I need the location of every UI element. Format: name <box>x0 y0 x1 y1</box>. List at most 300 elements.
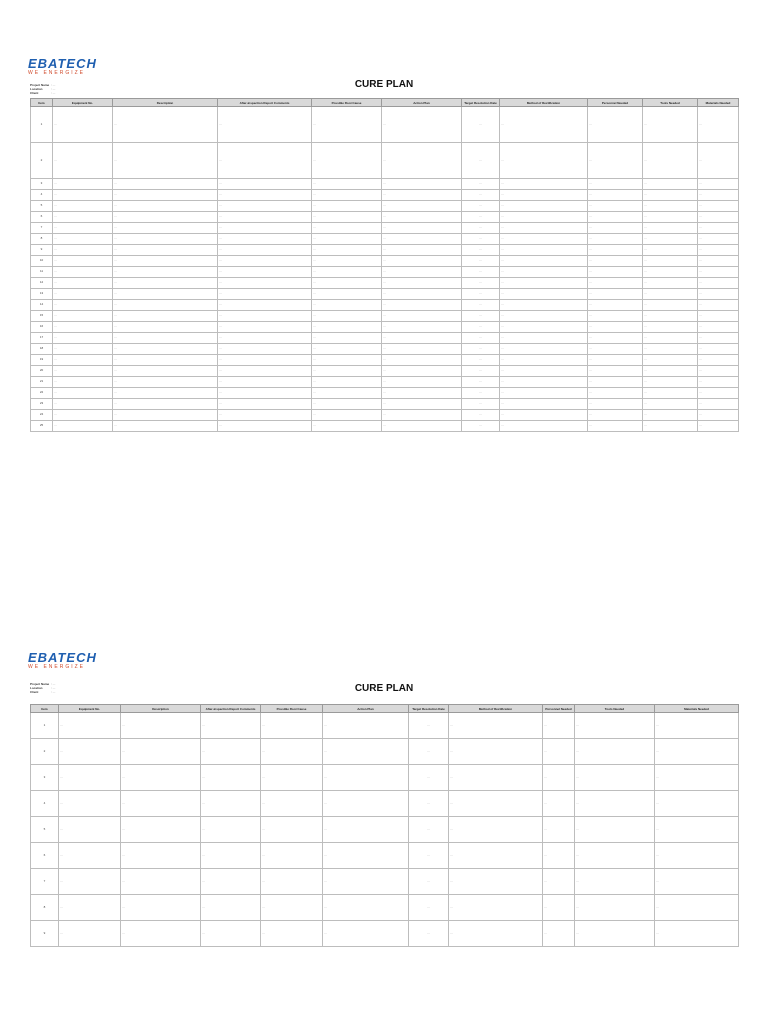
table-row <box>31 921 739 947</box>
table-cell: … <box>382 190 462 201</box>
table-cell: … <box>218 234 312 245</box>
table-cell: … <box>323 817 409 843</box>
table-cell: … <box>588 179 643 190</box>
table-cell: … <box>575 765 655 791</box>
column-header: Equipment No. <box>53 99 113 107</box>
table-cell: … <box>462 267 500 278</box>
table-cell: … <box>201 765 261 791</box>
table-cell: … <box>462 421 500 432</box>
table-cell: … <box>218 212 312 223</box>
table-cell: … <box>500 366 588 377</box>
table-cell: … <box>113 300 218 311</box>
table-cell: 14 <box>31 300 53 311</box>
table-cell: … <box>543 739 575 765</box>
table-cell: … <box>218 267 312 278</box>
table-cell: … <box>449 791 543 817</box>
table-row <box>31 278 739 289</box>
table-cell: … <box>53 107 113 143</box>
table-cell: … <box>462 245 500 256</box>
table-cell: … <box>462 289 500 300</box>
table-cell: … <box>218 289 312 300</box>
table-cell: … <box>201 843 261 869</box>
table-cell: … <box>53 311 113 322</box>
table-cell: … <box>643 344 698 355</box>
table-cell: 2 <box>31 739 59 765</box>
table-cell: … <box>588 245 643 256</box>
table-cell: … <box>261 765 323 791</box>
table-cell: … <box>59 921 121 947</box>
table-cell: … <box>113 256 218 267</box>
table-cell: … <box>312 234 382 245</box>
table-cell: … <box>53 399 113 410</box>
table-cell: … <box>500 267 588 278</box>
table-cell: … <box>218 256 312 267</box>
table-cell: … <box>643 399 698 410</box>
cure-plan-table <box>30 98 739 432</box>
table-row <box>31 410 739 421</box>
table-cell: … <box>121 895 201 921</box>
table-cell: … <box>643 256 698 267</box>
table-row <box>31 289 739 300</box>
table-cell: … <box>643 190 698 201</box>
table-cell: 16 <box>31 322 53 333</box>
table-cell: … <box>113 143 218 179</box>
table-cell: … <box>59 843 121 869</box>
logo-wordmark: EBATECH <box>28 56 97 71</box>
table-cell: … <box>462 278 500 289</box>
table-cell: … <box>113 212 218 223</box>
table-cell: … <box>218 190 312 201</box>
table-cell: … <box>121 869 201 895</box>
table-cell: … <box>113 107 218 143</box>
table-cell: … <box>218 300 312 311</box>
table-cell: … <box>462 388 500 399</box>
table-cell: … <box>575 921 655 947</box>
table-header-row <box>31 705 739 713</box>
table-cell: … <box>643 212 698 223</box>
table-cell: … <box>500 322 588 333</box>
table-cell: … <box>218 333 312 344</box>
table-cell: 25 <box>31 421 53 432</box>
table-cell: … <box>698 322 739 333</box>
table-cell: … <box>449 817 543 843</box>
table-row <box>31 791 739 817</box>
table-cell: … <box>121 843 201 869</box>
table-cell: 6 <box>31 212 53 223</box>
table-cell: … <box>409 869 449 895</box>
table-cell: … <box>261 869 323 895</box>
page-title: CURE PLAN <box>354 79 414 90</box>
table-cell: … <box>113 344 218 355</box>
table-cell: … <box>218 366 312 377</box>
table-cell: … <box>312 190 382 201</box>
table-cell: … <box>382 311 462 322</box>
table-cell: … <box>500 107 588 143</box>
table-cell: 4 <box>31 190 53 201</box>
column-header: Item <box>31 705 59 713</box>
table-cell: … <box>261 843 323 869</box>
table-cell: … <box>261 713 323 739</box>
table-cell: … <box>382 388 462 399</box>
table-cell: … <box>698 388 739 399</box>
table-cell: … <box>409 921 449 947</box>
table-cell: … <box>462 234 500 245</box>
table-cell: … <box>53 377 113 388</box>
table-cell: … <box>382 179 462 190</box>
table-cell: … <box>655 921 739 947</box>
table-cell: … <box>121 817 201 843</box>
table-cell: … <box>588 322 643 333</box>
table-cell: … <box>449 713 543 739</box>
table-cell: 19 <box>31 355 53 366</box>
table-row <box>31 267 739 278</box>
table-cell: … <box>218 377 312 388</box>
table-row <box>31 739 739 765</box>
table-cell: … <box>500 399 588 410</box>
table-cell: … <box>655 895 739 921</box>
table-row <box>31 256 739 267</box>
table-cell: 5 <box>31 817 59 843</box>
table-cell: … <box>462 311 500 322</box>
table-cell: … <box>113 399 218 410</box>
column-header: Materials Needed <box>655 705 739 713</box>
table-cell: … <box>218 245 312 256</box>
table-cell: … <box>53 267 113 278</box>
table-cell: … <box>113 377 218 388</box>
cure-plan-sheet-1 <box>0 0 768 500</box>
table-cell: … <box>312 267 382 278</box>
table-row <box>31 765 739 791</box>
table-cell: 8 <box>31 895 59 921</box>
table-cell: … <box>113 289 218 300</box>
table-cell: … <box>449 869 543 895</box>
table-cell: … <box>698 107 739 143</box>
table-cell: … <box>500 190 588 201</box>
page-title: CURE PLAN <box>354 683 414 694</box>
table-cell: … <box>382 107 462 143</box>
table-cell: … <box>218 388 312 399</box>
table-cell: … <box>643 333 698 344</box>
table-cell: … <box>218 223 312 234</box>
table-cell: 10 <box>31 256 53 267</box>
table-cell: … <box>543 791 575 817</box>
table-row <box>31 107 739 143</box>
table-cell: … <box>382 256 462 267</box>
table-cell: … <box>643 366 698 377</box>
table-cell: 2 <box>31 143 53 179</box>
table-cell: … <box>500 388 588 399</box>
table-cell: … <box>323 765 409 791</box>
table-cell: … <box>588 143 643 179</box>
table-cell: … <box>312 377 382 388</box>
table-cell: 3 <box>31 179 53 190</box>
table-cell: … <box>382 333 462 344</box>
table-row <box>31 377 739 388</box>
table-row <box>31 190 739 201</box>
table-cell: … <box>323 791 409 817</box>
table-cell: … <box>312 201 382 212</box>
table-cell: 5 <box>31 201 53 212</box>
table-cell: … <box>575 895 655 921</box>
table-cell: … <box>312 421 382 432</box>
table-cell: 13 <box>31 289 53 300</box>
table-cell: … <box>261 921 323 947</box>
table-cell: … <box>53 234 113 245</box>
table-cell: … <box>113 201 218 212</box>
table-cell: … <box>588 388 643 399</box>
table-cell: … <box>312 410 382 421</box>
table-cell: … <box>121 791 201 817</box>
table-cell: … <box>643 410 698 421</box>
table-cell: … <box>382 377 462 388</box>
table-cell: … <box>312 333 382 344</box>
table-cell: … <box>113 245 218 256</box>
table-cell: … <box>312 179 382 190</box>
table-cell: … <box>655 765 739 791</box>
table-cell: … <box>500 223 588 234</box>
table-row <box>31 399 739 410</box>
table-cell: … <box>261 895 323 921</box>
table-cell: … <box>588 267 643 278</box>
table-cell: … <box>201 739 261 765</box>
table-cell: … <box>409 817 449 843</box>
table-row <box>31 869 739 895</box>
table-row <box>31 895 739 921</box>
table-cell: … <box>462 355 500 366</box>
table-row <box>31 388 739 399</box>
table-cell: … <box>409 765 449 791</box>
table-row <box>31 322 739 333</box>
table-cell: … <box>261 739 323 765</box>
table-cell: 1 <box>31 713 59 739</box>
table-cell: … <box>462 377 500 388</box>
table-row <box>31 143 739 179</box>
table-cell: … <box>53 256 113 267</box>
table-cell: … <box>113 388 218 399</box>
table-cell: … <box>53 190 113 201</box>
table-cell: … <box>655 713 739 739</box>
table-cell: … <box>588 289 643 300</box>
table-cell: … <box>588 278 643 289</box>
meta-project-name: Project Name : … <box>30 682 56 686</box>
table-cell: … <box>113 333 218 344</box>
table-cell: … <box>500 256 588 267</box>
table-cell: … <box>500 245 588 256</box>
table-row <box>31 333 739 344</box>
table-cell: … <box>643 107 698 143</box>
table-cell: … <box>218 201 312 212</box>
table-cell: … <box>218 410 312 421</box>
cure-plan-sheet-2 <box>0 500 768 1024</box>
table-cell: … <box>53 410 113 421</box>
table-cell: … <box>382 245 462 256</box>
table-cell: … <box>643 421 698 432</box>
column-header: Target Resolution Date <box>409 705 449 713</box>
table-cell: 24 <box>31 410 53 421</box>
table-cell: … <box>462 344 500 355</box>
company-logo <box>28 56 97 76</box>
table-cell: … <box>218 421 312 432</box>
table-cell: … <box>543 765 575 791</box>
table-cell: … <box>53 355 113 366</box>
table-cell: … <box>53 366 113 377</box>
table-cell: … <box>113 278 218 289</box>
table-row <box>31 713 739 739</box>
table-cell: … <box>588 223 643 234</box>
table-row <box>31 421 739 432</box>
table-cell: … <box>698 212 739 223</box>
table-cell: … <box>588 300 643 311</box>
table-cell: … <box>698 245 739 256</box>
table-cell: … <box>543 895 575 921</box>
table-cell: … <box>261 817 323 843</box>
table-cell: … <box>121 765 201 791</box>
table-cell: … <box>409 895 449 921</box>
table-cell: … <box>500 377 588 388</box>
table-row <box>31 234 739 245</box>
table-cell: … <box>53 223 113 234</box>
table-cell: … <box>53 278 113 289</box>
column-header: After-inspection Report Comments <box>201 705 261 713</box>
table-cell: … <box>121 921 201 947</box>
table-cell: … <box>323 895 409 921</box>
table-cell: … <box>588 344 643 355</box>
table-cell: … <box>500 278 588 289</box>
table-cell: … <box>201 791 261 817</box>
table-cell: … <box>588 201 643 212</box>
table-cell: … <box>698 333 739 344</box>
table-cell: … <box>382 366 462 377</box>
table-cell: … <box>218 278 312 289</box>
table-cell: … <box>643 388 698 399</box>
table-cell: … <box>643 245 698 256</box>
table-cell: … <box>588 410 643 421</box>
table-cell: … <box>409 843 449 869</box>
table-cell: … <box>588 256 643 267</box>
column-header: Description <box>121 705 201 713</box>
table-cell: … <box>698 300 739 311</box>
table-cell: … <box>698 256 739 267</box>
table-cell: … <box>113 190 218 201</box>
cure-plan-table <box>30 704 739 947</box>
table-cell: … <box>113 410 218 421</box>
table-row <box>31 817 739 843</box>
table-cell: 18 <box>31 344 53 355</box>
column-header: Possible Root Cause <box>261 705 323 713</box>
table-cell: … <box>382 212 462 223</box>
table-cell: 3 <box>31 765 59 791</box>
table-cell: … <box>323 921 409 947</box>
table-cell: 11 <box>31 267 53 278</box>
table-cell: … <box>312 366 382 377</box>
table-row <box>31 366 739 377</box>
table-cell: … <box>382 410 462 421</box>
table-row <box>31 223 739 234</box>
table-cell: … <box>575 869 655 895</box>
table-cell: … <box>643 289 698 300</box>
table-cell: … <box>201 921 261 947</box>
table-cell: 15 <box>31 311 53 322</box>
table-cell: … <box>59 869 121 895</box>
table-cell: 1 <box>31 107 53 143</box>
table-cell: … <box>643 143 698 179</box>
table-cell: 7 <box>31 869 59 895</box>
table-cell: … <box>655 817 739 843</box>
table-cell: … <box>218 179 312 190</box>
table-cell: … <box>382 223 462 234</box>
table-cell: … <box>698 289 739 300</box>
table-cell: … <box>643 267 698 278</box>
table-cell: … <box>323 843 409 869</box>
table-cell: … <box>53 322 113 333</box>
table-cell: … <box>655 739 739 765</box>
table-cell: … <box>462 143 500 179</box>
table-cell: … <box>698 410 739 421</box>
table-cell: … <box>462 212 500 223</box>
table-cell: … <box>201 895 261 921</box>
table-cell: … <box>698 421 739 432</box>
table-row <box>31 355 739 366</box>
table-cell: … <box>113 179 218 190</box>
table-cell: … <box>643 278 698 289</box>
table-cell: … <box>382 322 462 333</box>
table-cell: … <box>218 355 312 366</box>
table-cell: … <box>500 355 588 366</box>
column-header: Method of Rectification <box>500 99 588 107</box>
table-cell: … <box>312 245 382 256</box>
table-cell: … <box>643 322 698 333</box>
table-cell: … <box>643 355 698 366</box>
table-cell: … <box>449 843 543 869</box>
table-cell: … <box>643 311 698 322</box>
table-cell: … <box>462 190 500 201</box>
table-cell: … <box>698 355 739 366</box>
table-cell: … <box>312 322 382 333</box>
table-cell: … <box>53 388 113 399</box>
table-cell: … <box>53 245 113 256</box>
table-cell: … <box>588 190 643 201</box>
table-cell: … <box>53 421 113 432</box>
table-cell: … <box>698 190 739 201</box>
table-row <box>31 212 739 223</box>
table-cell: … <box>500 179 588 190</box>
logo-tagline: WE ENERGIZE <box>28 664 86 670</box>
table-cell: … <box>121 739 201 765</box>
table-cell: … <box>462 399 500 410</box>
table-cell: … <box>698 399 739 410</box>
table-cell: … <box>698 234 739 245</box>
column-header: Materials Needed <box>698 99 739 107</box>
table-cell: … <box>312 399 382 410</box>
table-cell: … <box>59 713 121 739</box>
table-cell: … <box>312 344 382 355</box>
table-cell: … <box>500 333 588 344</box>
table-cell: … <box>462 256 500 267</box>
table-cell: … <box>462 322 500 333</box>
table-cell: … <box>698 201 739 212</box>
logo-tagline: WE ENERGIZE <box>28 70 86 76</box>
table-cell: … <box>53 344 113 355</box>
table-cell: … <box>462 179 500 190</box>
table-cell: … <box>449 765 543 791</box>
table-cell: … <box>218 322 312 333</box>
table-cell: … <box>462 300 500 311</box>
table-cell: … <box>113 223 218 234</box>
table-cell: … <box>500 311 588 322</box>
table-cell: … <box>53 289 113 300</box>
table-cell: … <box>53 179 113 190</box>
table-cell: … <box>588 107 643 143</box>
